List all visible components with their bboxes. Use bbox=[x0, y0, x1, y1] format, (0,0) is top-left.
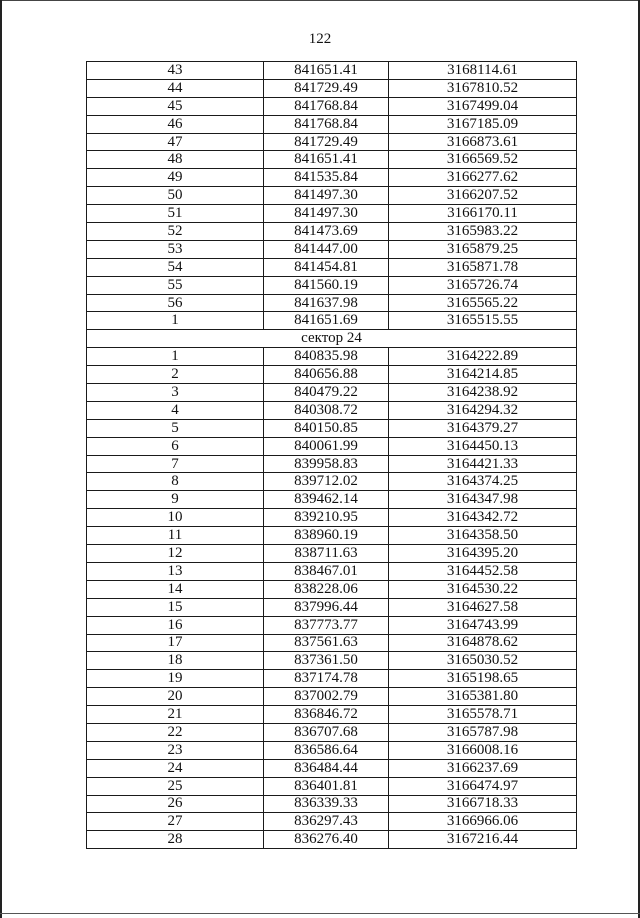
y-coordinate-cell: 3164450.13 bbox=[389, 437, 577, 455]
page-number: 122 bbox=[308, 31, 332, 47]
point-number-cell: 10 bbox=[87, 509, 264, 527]
table-row bbox=[87, 258, 577, 276]
y-coordinate-cell: 3167216.44 bbox=[389, 831, 577, 849]
table-row bbox=[87, 348, 577, 366]
point-number-cell: 25 bbox=[87, 777, 264, 795]
section-header-row bbox=[87, 330, 577, 348]
x-coordinate-cell: 836297.43 bbox=[264, 813, 389, 831]
x-coordinate-cell: 838467.01 bbox=[264, 562, 389, 580]
table-row bbox=[87, 384, 577, 402]
table-row bbox=[87, 294, 577, 312]
y-coordinate-cell: 3164452.58 bbox=[389, 562, 577, 580]
x-coordinate-cell: 841497.30 bbox=[264, 205, 389, 223]
table-row bbox=[87, 831, 577, 849]
point-number-cell: 2 bbox=[87, 366, 264, 384]
table-row bbox=[87, 777, 577, 795]
y-coordinate-cell: 3165030.52 bbox=[389, 652, 577, 670]
x-coordinate-cell: 840061.99 bbox=[264, 437, 389, 455]
y-coordinate-cell: 3165381.80 bbox=[389, 688, 577, 706]
point-number-cell: 16 bbox=[87, 616, 264, 634]
table-row bbox=[87, 151, 577, 169]
y-coordinate-cell: 3164530.22 bbox=[389, 580, 577, 598]
y-coordinate-cell: 3166569.52 bbox=[389, 151, 577, 169]
x-coordinate-cell: 837361.50 bbox=[264, 652, 389, 670]
table-row bbox=[87, 62, 577, 80]
table-row bbox=[87, 79, 577, 97]
y-coordinate-cell: 3164379.27 bbox=[389, 419, 577, 437]
table-row bbox=[87, 759, 577, 777]
x-coordinate-cell: 836401.81 bbox=[264, 777, 389, 795]
y-coordinate-cell: 3164878.62 bbox=[389, 634, 577, 652]
table-row bbox=[87, 401, 577, 419]
point-number-cell: 4 bbox=[87, 401, 264, 419]
table-row bbox=[87, 437, 577, 455]
y-coordinate-cell: 3166008.16 bbox=[389, 741, 577, 759]
table-row bbox=[87, 634, 577, 652]
point-number-cell: 26 bbox=[87, 795, 264, 813]
table-row bbox=[87, 491, 577, 509]
y-coordinate-cell: 3164374.25 bbox=[389, 473, 577, 491]
table-row bbox=[87, 169, 577, 187]
y-coordinate-cell: 3164627.58 bbox=[389, 598, 577, 616]
point-number-cell: 3 bbox=[87, 384, 264, 402]
point-number-cell: 46 bbox=[87, 115, 264, 133]
point-number-cell: 56 bbox=[87, 294, 264, 312]
y-coordinate-cell: 3165515.55 bbox=[389, 312, 577, 330]
table-row bbox=[87, 670, 577, 688]
y-coordinate-cell: 3165983.22 bbox=[389, 223, 577, 241]
point-number-cell: 12 bbox=[87, 545, 264, 563]
x-coordinate-cell: 839462.14 bbox=[264, 491, 389, 509]
y-coordinate-cell: 3167499.04 bbox=[389, 97, 577, 115]
x-coordinate-cell: 839958.83 bbox=[264, 455, 389, 473]
x-coordinate-cell: 840308.72 bbox=[264, 401, 389, 419]
table-row bbox=[87, 366, 577, 384]
point-number-cell: 53 bbox=[87, 240, 264, 258]
point-number-cell: 52 bbox=[87, 223, 264, 241]
point-number-cell: 43 bbox=[87, 62, 264, 80]
point-number-cell: 51 bbox=[87, 205, 264, 223]
x-coordinate-cell: 837174.78 bbox=[264, 670, 389, 688]
table-row bbox=[87, 187, 577, 205]
x-coordinate-cell: 839712.02 bbox=[264, 473, 389, 491]
section-label: сектор 24 bbox=[87, 330, 577, 348]
y-coordinate-cell: 3167185.09 bbox=[389, 115, 577, 133]
y-coordinate-cell: 3165726.74 bbox=[389, 276, 577, 294]
x-coordinate-cell: 840656.88 bbox=[264, 366, 389, 384]
x-coordinate-cell: 837002.79 bbox=[264, 688, 389, 706]
x-coordinate-cell: 836276.40 bbox=[264, 831, 389, 849]
y-coordinate-cell: 3164421.33 bbox=[389, 455, 577, 473]
point-number-cell: 45 bbox=[87, 97, 264, 115]
y-coordinate-cell: 3165787.98 bbox=[389, 723, 577, 741]
y-coordinate-cell: 3164294.32 bbox=[389, 401, 577, 419]
y-coordinate-cell: 3165879.25 bbox=[389, 240, 577, 258]
y-coordinate-cell: 3164222.89 bbox=[389, 348, 577, 366]
point-number-cell: 27 bbox=[87, 813, 264, 831]
table-row bbox=[87, 616, 577, 634]
table-row bbox=[87, 276, 577, 294]
coordinates-table bbox=[86, 61, 577, 849]
table-row bbox=[87, 527, 577, 545]
point-number-cell: 18 bbox=[87, 652, 264, 670]
table-row bbox=[87, 97, 577, 115]
point-number-cell: 23 bbox=[87, 741, 264, 759]
x-coordinate-cell: 841768.84 bbox=[264, 115, 389, 133]
point-number-cell: 1 bbox=[87, 312, 264, 330]
point-number-cell: 50 bbox=[87, 187, 264, 205]
y-coordinate-cell: 3165871.78 bbox=[389, 258, 577, 276]
table-row bbox=[87, 562, 577, 580]
y-coordinate-cell: 3164214.85 bbox=[389, 366, 577, 384]
table-row bbox=[87, 115, 577, 133]
table-row bbox=[87, 419, 577, 437]
x-coordinate-cell: 841560.19 bbox=[264, 276, 389, 294]
x-coordinate-cell: 841729.49 bbox=[264, 79, 389, 97]
x-coordinate-cell: 838960.19 bbox=[264, 527, 389, 545]
table-row bbox=[87, 741, 577, 759]
point-number-cell: 7 bbox=[87, 455, 264, 473]
point-number-cell: 49 bbox=[87, 169, 264, 187]
y-coordinate-cell: 3164347.98 bbox=[389, 491, 577, 509]
y-coordinate-cell: 3164358.50 bbox=[389, 527, 577, 545]
y-coordinate-cell: 3165578.71 bbox=[389, 706, 577, 724]
x-coordinate-cell: 841768.84 bbox=[264, 97, 389, 115]
table-row bbox=[87, 205, 577, 223]
y-coordinate-cell: 3167810.52 bbox=[389, 79, 577, 97]
point-number-cell: 44 bbox=[87, 79, 264, 97]
point-number-cell: 13 bbox=[87, 562, 264, 580]
table-row bbox=[87, 813, 577, 831]
x-coordinate-cell: 838711.63 bbox=[264, 545, 389, 563]
table-row bbox=[87, 598, 577, 616]
y-coordinate-cell: 3166207.52 bbox=[389, 187, 577, 205]
point-number-cell: 55 bbox=[87, 276, 264, 294]
page-left-edge bbox=[0, 0, 2, 918]
table-row bbox=[87, 223, 577, 241]
x-coordinate-cell: 836846.72 bbox=[264, 706, 389, 724]
y-coordinate-cell: 3168114.61 bbox=[389, 62, 577, 80]
x-coordinate-cell: 841447.00 bbox=[264, 240, 389, 258]
table-row bbox=[87, 473, 577, 491]
y-coordinate-cell: 3165565.22 bbox=[389, 294, 577, 312]
table-row bbox=[87, 688, 577, 706]
x-coordinate-cell: 837561.63 bbox=[264, 634, 389, 652]
point-number-cell: 15 bbox=[87, 598, 264, 616]
table-row bbox=[87, 240, 577, 258]
x-coordinate-cell: 839210.95 bbox=[264, 509, 389, 527]
x-coordinate-cell: 836586.64 bbox=[264, 741, 389, 759]
y-coordinate-cell: 3166474.97 bbox=[389, 777, 577, 795]
table-row bbox=[87, 133, 577, 151]
point-number-cell: 11 bbox=[87, 527, 264, 545]
y-coordinate-cell: 3166966.06 bbox=[389, 813, 577, 831]
table-row bbox=[87, 723, 577, 741]
x-coordinate-cell: 841637.98 bbox=[264, 294, 389, 312]
x-coordinate-cell: 841651.41 bbox=[264, 151, 389, 169]
point-number-cell: 19 bbox=[87, 670, 264, 688]
x-coordinate-cell: 841535.84 bbox=[264, 169, 389, 187]
y-coordinate-cell: 3164395.20 bbox=[389, 545, 577, 563]
coordinates-table-body bbox=[87, 62, 577, 849]
point-number-cell: 8 bbox=[87, 473, 264, 491]
x-coordinate-cell: 841497.30 bbox=[264, 187, 389, 205]
table-row bbox=[87, 455, 577, 473]
point-number-cell: 47 bbox=[87, 133, 264, 151]
table-row bbox=[87, 795, 577, 813]
point-number-cell: 17 bbox=[87, 634, 264, 652]
x-coordinate-cell: 841651.69 bbox=[264, 312, 389, 330]
y-coordinate-cell: 3166237.69 bbox=[389, 759, 577, 777]
point-number-cell: 20 bbox=[87, 688, 264, 706]
point-number-cell: 1 bbox=[87, 348, 264, 366]
table-row bbox=[87, 706, 577, 724]
y-coordinate-cell: 3166873.61 bbox=[389, 133, 577, 151]
x-coordinate-cell: 838228.06 bbox=[264, 580, 389, 598]
table-row bbox=[87, 652, 577, 670]
point-number-cell: 5 bbox=[87, 419, 264, 437]
x-coordinate-cell: 837996.44 bbox=[264, 598, 389, 616]
x-coordinate-cell: 840835.98 bbox=[264, 348, 389, 366]
x-coordinate-cell: 836707.68 bbox=[264, 723, 389, 741]
y-coordinate-cell: 3166718.33 bbox=[389, 795, 577, 813]
table-row bbox=[87, 509, 577, 527]
y-coordinate-cell: 3166277.62 bbox=[389, 169, 577, 187]
point-number-cell: 54 bbox=[87, 258, 264, 276]
table-row bbox=[87, 580, 577, 598]
table-row bbox=[87, 312, 577, 330]
x-coordinate-cell: 836484.44 bbox=[264, 759, 389, 777]
x-coordinate-cell: 841454.81 bbox=[264, 258, 389, 276]
x-coordinate-cell: 837773.77 bbox=[264, 616, 389, 634]
x-coordinate-cell: 840150.85 bbox=[264, 419, 389, 437]
table-row bbox=[87, 545, 577, 563]
x-coordinate-cell: 836339.33 bbox=[264, 795, 389, 813]
page-top-edge bbox=[0, 0, 640, 1]
point-number-cell: 21 bbox=[87, 706, 264, 724]
point-number-cell: 6 bbox=[87, 437, 264, 455]
x-coordinate-cell: 841651.41 bbox=[264, 62, 389, 80]
y-coordinate-cell: 3164342.72 bbox=[389, 509, 577, 527]
point-number-cell: 28 bbox=[87, 831, 264, 849]
point-number-cell: 9 bbox=[87, 491, 264, 509]
x-coordinate-cell: 841729.49 bbox=[264, 133, 389, 151]
y-coordinate-cell: 3165198.65 bbox=[389, 670, 577, 688]
y-coordinate-cell: 3164743.99 bbox=[389, 616, 577, 634]
x-coordinate-cell: 841473.69 bbox=[264, 223, 389, 241]
y-coordinate-cell: 3166170.11 bbox=[389, 205, 577, 223]
point-number-cell: 48 bbox=[87, 151, 264, 169]
point-number-cell: 24 bbox=[87, 759, 264, 777]
y-coordinate-cell: 3164238.92 bbox=[389, 384, 577, 402]
point-number-cell: 22 bbox=[87, 723, 264, 741]
x-coordinate-cell: 840479.22 bbox=[264, 384, 389, 402]
point-number-cell: 14 bbox=[87, 580, 264, 598]
page-bottom-edge bbox=[0, 913, 640, 914]
